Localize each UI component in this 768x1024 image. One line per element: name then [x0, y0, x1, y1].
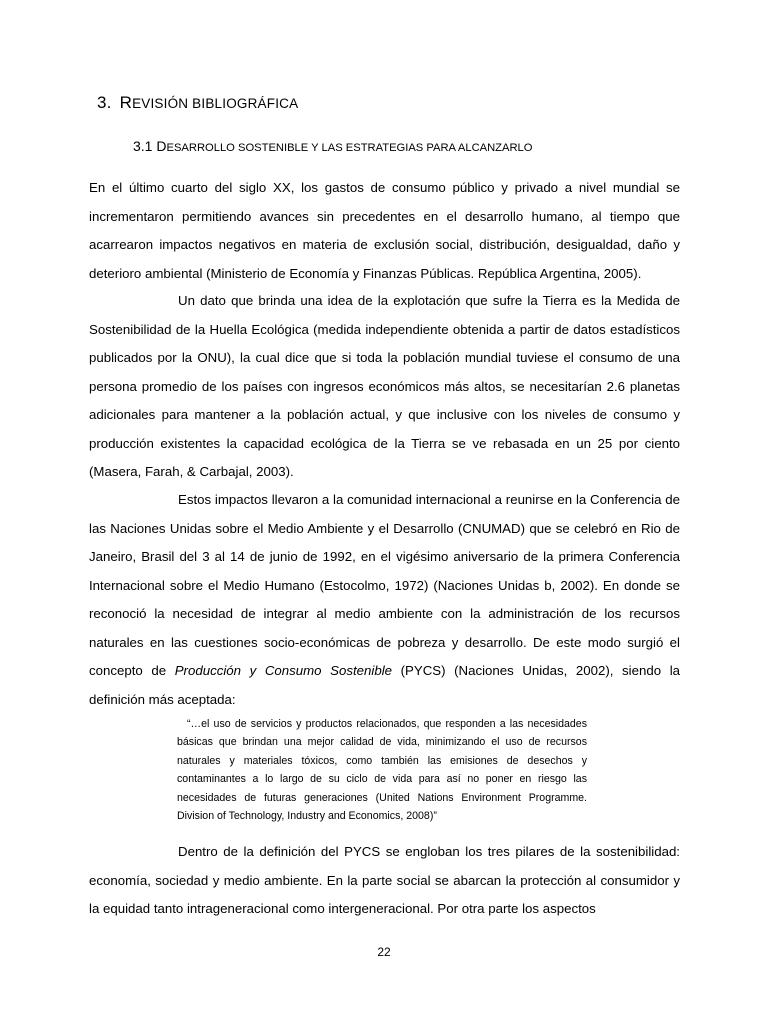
subsection-heading: [133, 138, 532, 154]
paragraph-2: [89, 287, 680, 487]
subsection-number: 3.1: [133, 138, 153, 154]
subsection-title-initial: D: [156, 138, 167, 154]
block-quote: [177, 715, 587, 825]
block-quote-text: “…el uso de servicios y productos relacionados, que responden a las necesidades básicas que brindan una mejor calidad de vida, minimizando el uso de recursos naturales y materiales tóxicos, como también las emisiones de desechos y contaminantes a lo largo de su ciclo de vida para así no poner en riesgo las necesidades de futuras generaciones (United Nations Environment Programme. Division of Technology, Industry and Economics, 2008)”: [177, 718, 587, 823]
section-title-rest: EVISIÓN BIBLIOGRÁFICA: [132, 96, 299, 111]
paragraph-4-text: Dentro de la definición del PYCS se engloban los tres pilares de la sostenibilidad: economía, sociedad y medio ambiente. En la parte social se abarcan la protección al consumidor y la equidad tanto intrageneracional como intergeneracional. Por otra parte los aspectos: [89, 844, 680, 916]
paragraph-1-text: En el último cuarto del siglo XX, los gastos de consumo público y privado a nivel mundial se incrementaron permitiendo avances sin precedentes en el desarrollo humano, al tiempo que acarrearon impactos negativos en materia de exclusión social, distribución, desigualdad, daño y deterioro ambiental (Ministerio de Economía y Finanzas Públicas. República Argentina, 2005).: [89, 180, 680, 281]
paragraph-2-text: Un dato que brinda una idea de la explotación que sufre la Tierra es la Medida de Sostenibilidad de la Huella Ecológica (medida independiente obtenida a partir de datos estadísticos publicados por la ONU), la cual dice que si toda la población mundial tuviese el consumo de una persona promedio de los países con ingresos económicos más altos, se necesitarían 2.6 planetas adicionales para mantener a la población actual, y que inclusive con los niveles de consumo y producción existentes la capacidad ecológica de la Tierra se ve rebasada en un 25 por ciento (Masera, Farah, & Carbajal, 2003).: [89, 293, 680, 479]
section-heading: [97, 93, 298, 113]
paragraph-4: [89, 838, 680, 924]
section-number: 3.: [97, 93, 112, 112]
page-number: 22: [377, 945, 391, 959]
paragraph-3-italic-term: Producción y Consumo Sostenible: [174, 663, 393, 678]
subsection-title-rest: ESARROLLO SOSTENIBLE Y LAS ESTRATEGIAS PARA ALCANZARLO: [166, 142, 533, 154]
paragraph-3-before: Estos impactos llevaron a la comunidad internacional a reunirse en la Conferencia de las Naciones Unidas sobre el Medio Ambiente y el Desarrollo (CNUMAD) que se celebró en Rio de Janeiro, Brasil del 3 al 14 de junio de 1992, en el vigésimo aniversario de la primera Conferencia Internacional sobre el Medio Humano (Estocolmo, 1972) (Naciones Unidas b, 2002). En donde se reconoció la necesidad de integrar al medio ambiente con la administración de los recursos naturales en las cuestiones socio-económicas de pobreza y desarrollo. De este modo surgió el concepto de: [89, 492, 680, 678]
paragraph-1: [89, 174, 680, 288]
paragraph-3: [89, 486, 680, 714]
paragraph-3-text: [89, 486, 680, 714]
section-title-initial: R: [119, 93, 133, 112]
paragraph-3-after: (PYCS) (Naciones Unidas, 2002), siendo la definición más aceptada:: [89, 663, 681, 707]
